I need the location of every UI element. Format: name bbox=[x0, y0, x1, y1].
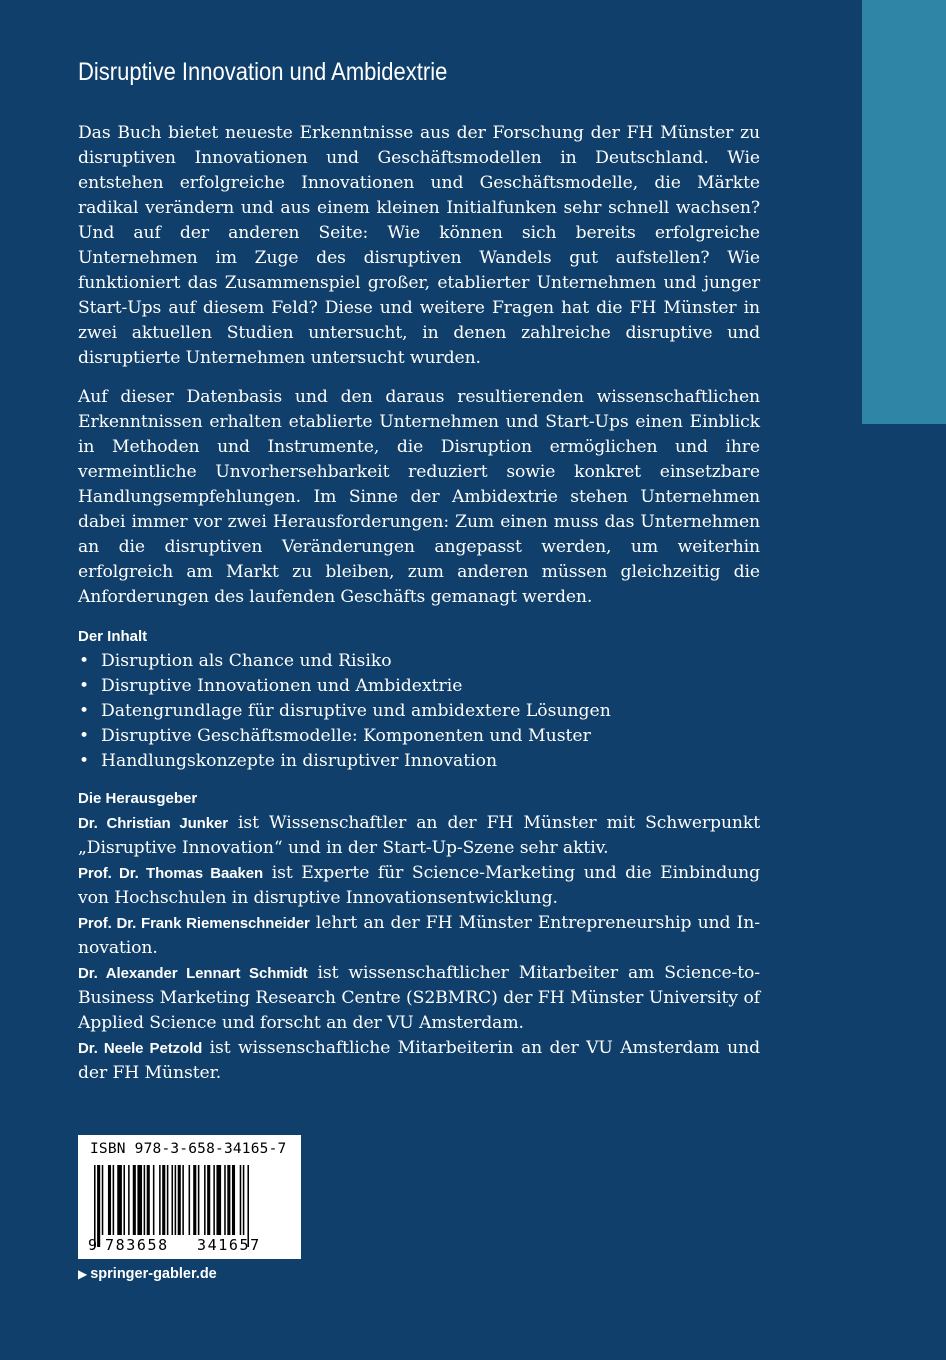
isbn-label: ISBN 978-3-658-34165-7 bbox=[90, 1141, 287, 1157]
bullet-icon: • bbox=[79, 751, 90, 771]
list-item-text: Datengrundlage für disruptive und ambidextere Lösungen bbox=[101, 701, 611, 721]
bullet-icon: • bbox=[79, 701, 90, 721]
barcode-bar bbox=[178, 1165, 181, 1235]
barcode-bar bbox=[147, 1165, 150, 1235]
editor-bio bbox=[78, 1036, 760, 1086]
barcode-bar bbox=[117, 1165, 122, 1235]
barcode-bar bbox=[159, 1165, 161, 1235]
barcode-bar bbox=[243, 1165, 245, 1235]
barcode-bar bbox=[216, 1165, 221, 1235]
list-item-text: Disruptive Geschäftsmodelle: Komponenten und Muster bbox=[101, 726, 591, 746]
barcode-bar bbox=[193, 1165, 196, 1235]
book-title: Disruptive Innovation und Ambidextrie bbox=[78, 58, 448, 86]
contents-heading: Der Inhalt bbox=[78, 628, 148, 645]
contents-list bbox=[78, 649, 760, 774]
bullet-icon: • bbox=[79, 651, 90, 671]
editor-name: Prof. Dr. Frank Riemenschneider bbox=[78, 915, 310, 932]
editor-bio bbox=[78, 961, 760, 1036]
list-item-text: Handlungskonzepte in disruptiver Innovation bbox=[101, 751, 498, 771]
editors-heading: Die Herausgeber bbox=[78, 790, 198, 807]
barcode-bar bbox=[227, 1165, 230, 1235]
barcode-bar bbox=[123, 1165, 125, 1235]
list-item-text: Disruption als Chance und Risiko bbox=[101, 651, 392, 671]
barcode-bar bbox=[108, 1165, 111, 1235]
barcode-bar bbox=[198, 1165, 200, 1235]
barcode-bar bbox=[137, 1165, 142, 1235]
list-item bbox=[78, 674, 760, 699]
barcode-bar bbox=[189, 1165, 191, 1235]
barcode-bar bbox=[167, 1165, 169, 1235]
barcode-bar bbox=[224, 1165, 226, 1235]
list-item bbox=[78, 649, 760, 674]
barcode-digit-first: 9 bbox=[88, 1236, 98, 1254]
barcode-bar bbox=[97, 1165, 100, 1247]
accent-bar bbox=[862, 0, 946, 424]
barcode-bar bbox=[102, 1165, 104, 1235]
publisher-url: springer-gabler.de bbox=[90, 1266, 217, 1282]
intro-paragraph-1: Das Buch bietet neueste Erkenntnisse aus der Forschung der FH Münster zu disruptiven Innovationen und Geschäftsmodellen in Deutschland. Wie entstehen erfolgreiche Innovationen und Geschäftsmodelle, die Märkte radikal verändern und aus einem kleinen Initialfunken sehr schnell wachsen? Und auf der anderen Seite: Wie können sich bereits erfolgreiche Unternehmen im Zuge des disruptiven Wandels gut aufstellen? Wie funktioniert das Zusammenspiel großer, etablierter Unternehmen und junger Start-Ups auf diesem Feld? Diese und weitere Fragen hat die FH Münster in zwei aktuellen Studien untersucht, in denen zahlreiche disruptive und disruptierte Unternehmen untersucht wurden. bbox=[78, 123, 760, 368]
editor-description: lehrt an der FH Münster Entrepreneurship und Innovation. bbox=[78, 913, 760, 958]
barcode-bar bbox=[213, 1165, 215, 1235]
intro-paragraph-2: Auf dieser Datenbasis und den daraus resultierenden wissenschaftlichen Erkenntnissen erhalten etablierte Unternehmen und Start-Ups einen Einblick in Methoden und Instrumente, die Disruption ermöglichen und ihre vermeintliche Unvorhersehbarkeit reduziert sowie konkret einsetzbare Handlungsempfehlungen. Im Sinne der Ambidextrie stehen Unternehmen dabei immer vor zwei Herausforderungen: Zum einen muss das Unternehmen an die disruptiven Veränderungen angepasst werden, um weiterhin erfolgreich am Markt zu bleiben, zum anderen müssen gleichzeitig die Anforderungen des laufenden Geschäfts gemanagt werden. bbox=[78, 387, 760, 607]
barcode-bar bbox=[247, 1165, 249, 1247]
editor-name: Dr. Neele Petzold bbox=[78, 1040, 203, 1057]
editor-description: ist wissenschaftlicher Mitarbeiter am Science-to-Business Marketing Research Centre (S2BMRC) der FH Münster University of Applied Science und forscht an der VU Amsterdam. bbox=[78, 963, 760, 1033]
publisher-link[interactable] bbox=[78, 1266, 217, 1282]
barcode-bar bbox=[144, 1165, 146, 1235]
editor-description: ist Experte für Science-Marketing und die Einbindung von Hochschulen in disruptive Innovationsentwicklung. bbox=[78, 863, 760, 908]
barcode-bar bbox=[232, 1165, 235, 1235]
barcode-digits-left: 783658 bbox=[105, 1236, 169, 1254]
bullet-icon: • bbox=[79, 726, 90, 746]
list-item bbox=[78, 724, 760, 749]
editor-description: ist wissenschaftliche Mitarbeiterin an der VU Amsterdam und der FH Münster. bbox=[78, 1038, 760, 1083]
editor-bio bbox=[78, 811, 760, 861]
editor-bio bbox=[78, 861, 760, 911]
arrow-right-icon: ▶ bbox=[78, 1267, 88, 1281]
barcode-bar bbox=[207, 1165, 210, 1235]
editor-name: Dr. Christian Junker bbox=[78, 815, 228, 832]
barcode-bar bbox=[113, 1165, 115, 1235]
editor-description: ist Wissenschaftler an der FH Münster mit Schwerpunkt „Disruptive Innovation“ und in der Start-Up-Szene sehr aktiv. bbox=[78, 813, 761, 858]
barcode-bar bbox=[204, 1165, 206, 1235]
barcode-bar bbox=[172, 1165, 174, 1235]
list-item bbox=[78, 749, 760, 774]
bullet-icon: • bbox=[79, 676, 90, 696]
barcode-bar bbox=[153, 1165, 155, 1235]
list-item-text: Disruptive Innovationen und Ambidextrie bbox=[101, 676, 463, 696]
barcode-digits-right: 341657 bbox=[197, 1236, 261, 1254]
barcode-bar bbox=[240, 1165, 242, 1235]
barcode-bar bbox=[175, 1165, 177, 1235]
list-item bbox=[78, 699, 760, 724]
editor-name: Prof. Dr. Thomas Baaken bbox=[78, 865, 264, 882]
barcode-bar bbox=[182, 1165, 184, 1235]
barcode-bar bbox=[128, 1165, 130, 1235]
barcode-bar bbox=[133, 1165, 136, 1235]
isbn-barcode bbox=[78, 1135, 301, 1259]
editor-bio bbox=[78, 911, 760, 961]
editor-name: Dr. Alexander Lennart Schmidt bbox=[78, 965, 308, 982]
barcode-bar bbox=[162, 1165, 165, 1235]
barcode-bar bbox=[94, 1165, 96, 1247]
back-cover-content bbox=[78, 58, 760, 1086]
